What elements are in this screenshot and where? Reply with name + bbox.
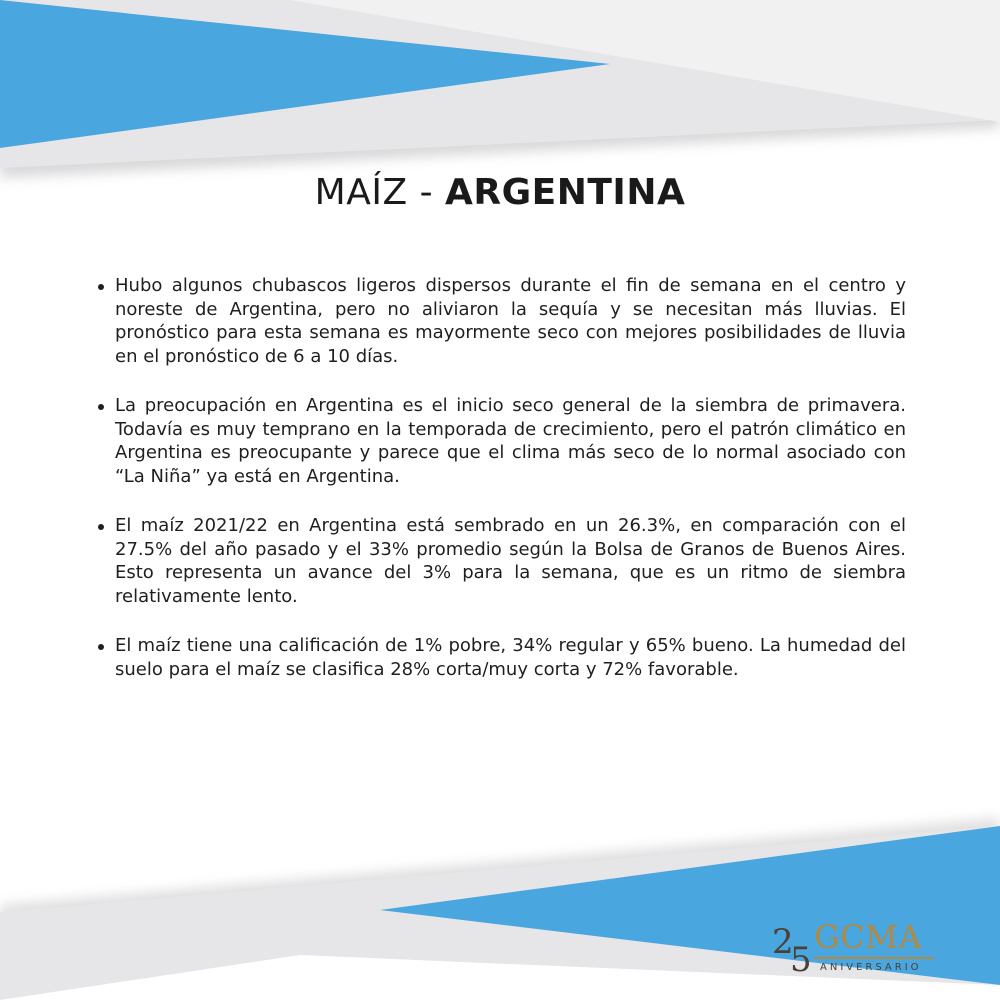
bullet-list — [98, 274, 906, 707]
title-bold: ARGENTINA — [445, 172, 686, 213]
logo-number-2: 2 — [772, 922, 794, 962]
logo-brand: GCMA — [814, 918, 922, 956]
bullet-item: Hubo algunos chubascos ligeros dispersos durante el fin de semana en el centro y noreste de Argentina, pero no aliviaron la sequía y se necesitan más lluvias. El pronóstico para esta semana es mayormente seco con mejores posibilidades de lluvia en el pronóstico de 6 a 10 días. — [98, 274, 906, 368]
gcma-logo — [770, 915, 945, 987]
bullet-item: El maíz 2021/22 en Argentina está sembrado en un 26.3%, en comparación con el 27.5% del año pasado y el 33% promedio según la Bolsa de Granos de Buenos Aires. Esto representa un avance del 3% para la semana, que es un ritmo de siembra relativamente lento. — [98, 514, 906, 608]
logo-subtitle: ANIVERSARIO — [820, 962, 922, 973]
page-title — [0, 172, 1000, 213]
title-light: MAÍZ - — [314, 172, 446, 213]
bullet-item: El maíz tiene una calificación de 1% pobre, 34% regular y 65% bueno. La humedad del suelo para el maíz se clasifica 28% corta/muy corta y 72% favorable. — [98, 634, 906, 681]
logo-number-5: 5 — [790, 940, 812, 980]
logo-rule — [814, 957, 934, 959]
bullet-item: La preocupación en Argentina es el inicio seco general de la siembra de primavera. Todavía es muy temprano en la temporada de crecimiento, pero el patrón climático en Argentina es preocupante y parece que el clima más seco de lo normal asociado con “La Niña” ya está en Argentina. — [98, 394, 906, 488]
